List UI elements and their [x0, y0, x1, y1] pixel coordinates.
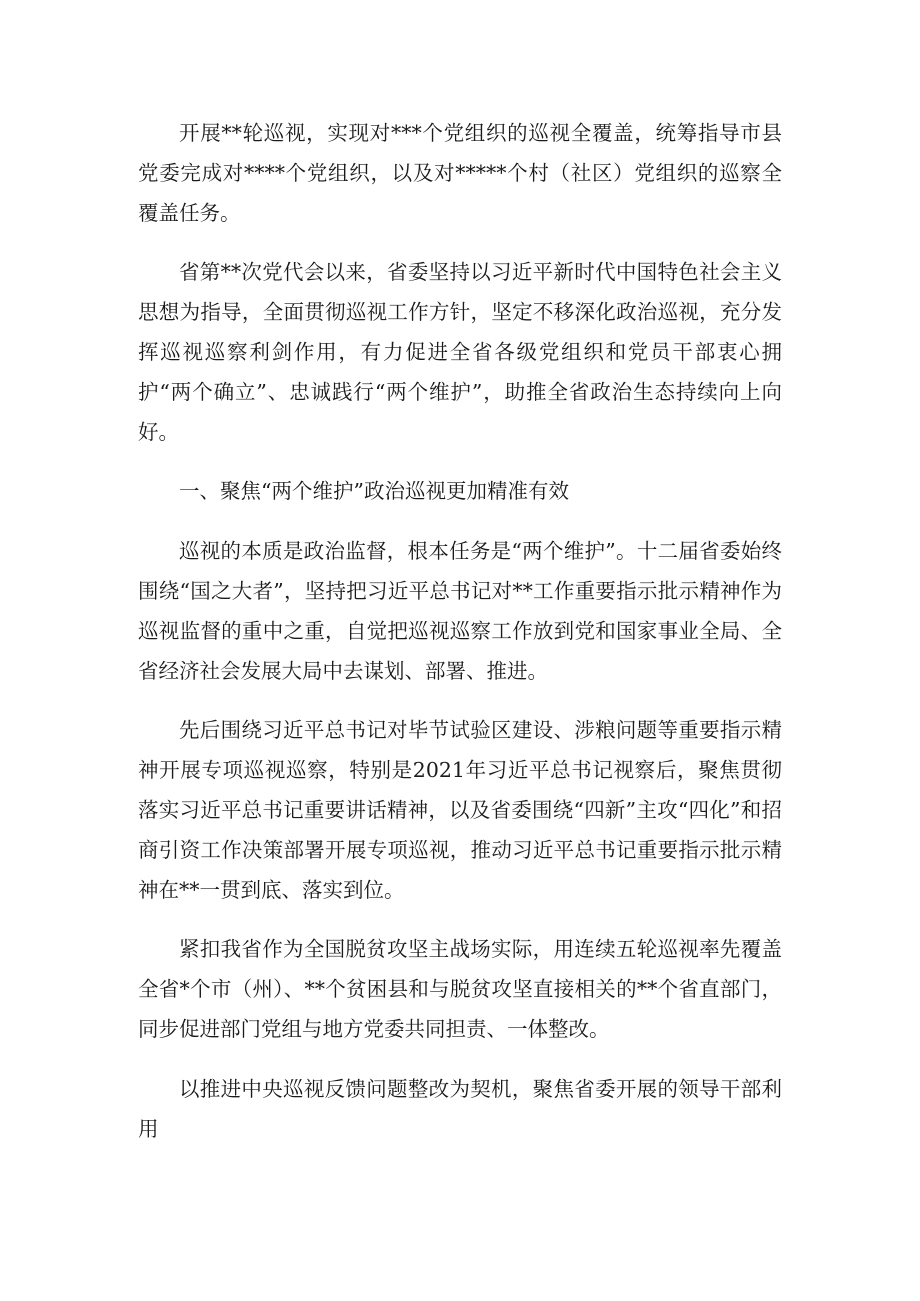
paragraph-political-supervision: 巡视的本质是政治监督，根本任务是“两个维护”。十二届省委始终围绕“国之大者”，坚持把习近平总书记对**工作重要指示批示精神作为巡视监督的重中之重，自觉把巡视巡察工作放到党和国家事业全局、全省经济社会发展大局中去谋划、部署、推进。	[138, 539, 782, 683]
document-body	[138, 114, 782, 1149]
paragraph-central-rectification: 以推进中央巡视反馈问题整改为契机，聚焦省委开展的领导干部利用	[138, 1076, 782, 1141]
paragraph-coverage-summary: 开展**轮巡视，实现对***个党组织的巡视全覆盖，统筹指导市县党委完成对****个党组织，以及对*****个村（社区）党组织的巡察全覆盖任务。	[138, 121, 782, 225]
paragraph-poverty-alleviation: 紧扣我省作为全国脱贫攻坚主战场实际，用连续五轮巡视率先覆盖全省*个市（州）、**个贫困县和与脱贫攻坚直接相关的**个省直部门，同步促进部门党组与地方党委共同担责、一体整改。	[138, 937, 782, 1041]
paragraph-congress-overview: 省第**次党代会以来，省委坚持以习近平新时代中国特色社会主义思想为指导，全面贯彻巡视工作方针，坚定不移深化政治巡视，充分发挥巡视巡察利剑作用，有力促进全省各级党组织和党员干部衷心拥护“两个确立”、忠诚践行“两个维护”，助推全省政治生态持续向上向好。	[138, 260, 782, 444]
paragraph-special-inspections: 先后围绕习近平总书记对毕节试验区建设、涉粮问题等重要指示精神开展专项巡视巡察，特别是2021年习近平总书记视察后，聚焦贯彻落实习近平总书记重要讲话精神，以及省委围绕“四新”主攻“四化”和招商引资工作决策部署开展专项巡视，推动习近平总书记重要指示批示精神在**一贯到底、落实到位。	[138, 718, 782, 902]
section-heading: 一、聚焦“两个维护”政治巡视更加精准有效	[179, 479, 569, 504]
